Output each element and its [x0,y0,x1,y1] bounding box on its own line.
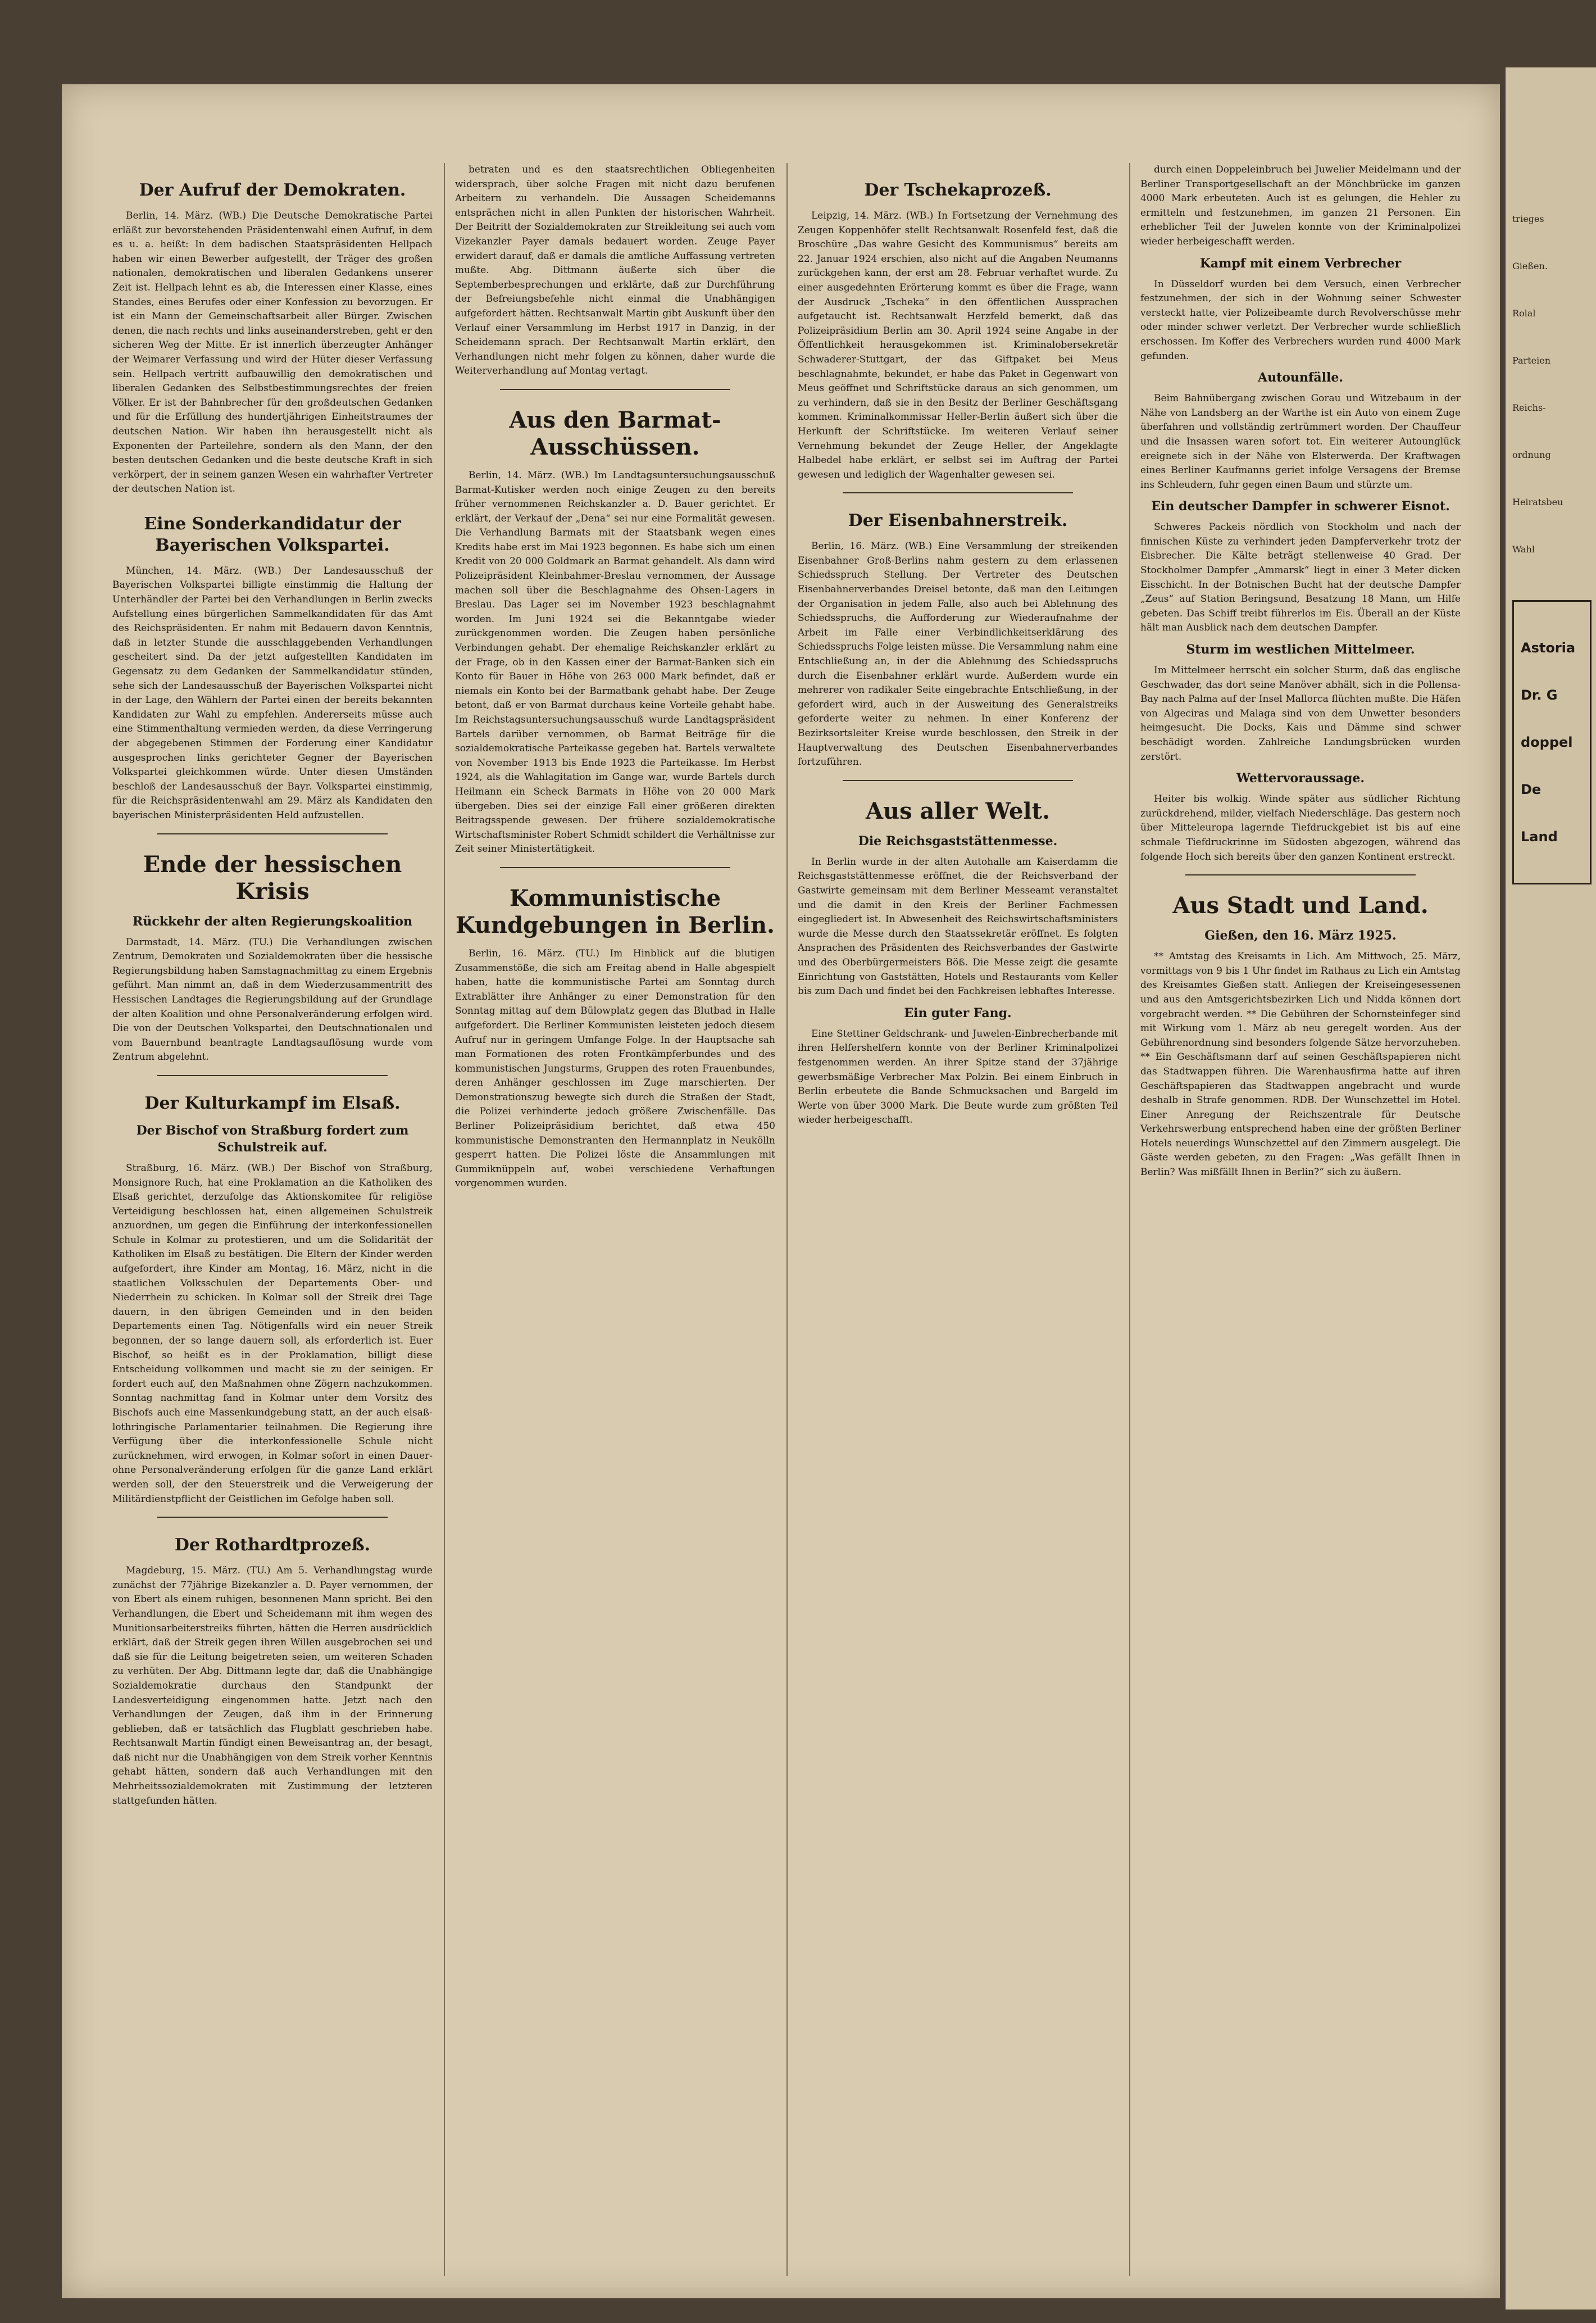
ad-line: doppel [1521,734,1573,750]
divider [1185,874,1416,875]
article-subtitle: Sturm im westlichen Mittelmeer. [1186,642,1415,657]
article-body: Schweres Packeis nördlich von Stockholm und nach der finnischen Küste zu verhindert jeden Dampferverkehr trotz der Eisbrecher. Die Kälte beträgt stellenweise 40 Grad. Der Stockholmer Dampfer „Ammarsk“ liegt in einer 3 Meter dicken Eisschicht. In der Botnischen Bucht hat der deutsche Dampfer „Zeus“ auf Station Beringsund, Besatzung 18 Mann, um Hilfe gebeten. Das Schiff treibt führerlos im Eis. Überall an der Küste hält man Ausblick nach dem deutschen Dampfer. [1140,521,1461,634]
article-body: Berlin, 14. März. (WB.) Die Deutsche Demokratische Partei erläßt zur bevorstehenden Präsidentenwahl einen Aufruf, in dem es u. a. heißt: In dem badischen Staatspräsidenten Hellpach haben wir einen Bewerber aufgestellt, der Träger des großen nationalen, demokratischen und liberalen Gedankens unserer Zeit ist. Hellpach lehnt es ab, die Interessen einer Klasse, eines Standes, eines Berufes oder einer Konfession zu bevorzugen. Er ist ein Mann der Gemeinschaftsarbeit aller Bürger. Zwischen denen, die nach rechts und links auseinanderstreben, geht er den sicheren Weg der Mitte. Er ist innerlich überzeugter Anhänger der Weimarer Verfassung und wird der Hüter dieser Verfassung sein. Hellpach vertritt aufbauwillig den demokratischen und liberalen Gedanken des Selbstbestimmungsrechtes der freien Völker. Er ist der Bahnbrecher für den großdeutschen Gedanken und für die Erfüllung des hundertjährigen Einheitstraumes der deutschen Nation. Wir haben ihn herausgestellt nicht als Exponenten der Parteilehre, sondern als den Mann, der den besten deutschen Gedanken und die beste deutsche Kraft in sich verkörpert, der in seinem ganzen Wesen ein wahrhafter Vertreter der deutschen Nation ist. [112,210,433,495]
article-title: Kommunistische Kundgebungen in Berlin. [456,884,775,938]
column-1 [112,163,433,2276]
article-title: Ende der hessischen Krisis [143,851,402,905]
divider [500,867,730,868]
article-title: Der Aufruf der Demokraten. [139,180,406,200]
article-body: durch einen Doppeleinbruch bei Juwelier Meidelmann und der Berliner Transportgesellschaft an der Mönchbrücke im ganzen 4000 Mark erbeuteten. Auch ist es gelungen, die Hehler zu ermitteln und festzunehmen, im ganzen 21 Personen. Ein erheblicher Teil der Juwelen konnte von der Kriminalpolizei wieder herbeigeschafft werden. [1140,164,1461,247]
article-title: Der Eisenbahnerstreik. [848,511,1068,531]
article-title: Der Tschekaprozeß. [864,180,1052,200]
article-subtitle: Die Reichsgaststättenmesse. [858,833,1058,849]
column-2 [455,163,775,2276]
article-body: betraten und es den staatsrechtlichen Obliegenheiten widersprach, über solche Fragen mit nicht dazu berufenen Arbeitern zu verhandeln. Die Aussagen Scheidemanns entsprächen nicht in allen Punkten der historischen Wahrheit. Der Beitritt der Sozialdemokraten zur Streikleitung sei auch vom Vizekanzler Payer damals bedauert worden. Zeuge Payer erwidert darauf, daß er damals die amtliche Auffassung vertreten mußte. Abg. Dittmann äußerte sich über die Septemberbesprechungen und erklärte, daß zur Durchführung der Befreiungsbefehle nicht einmal die Unabhängigen aufgefordert hätten. Rechtsanwalt Martin gibt Auskunft über den Verlauf einer Versammlung im Herbst 1917 in Danzig, in der Scheidemann sprach. Der Rechtsanwalt Martin erklärt, den Verhandlungen nicht mehr folgen zu können, daher wurde die Weiterverhandlung auf Montag vertagt. [455,164,775,377]
fragment: Gießen. [1512,261,1548,271]
fragment: Wahl [1512,544,1535,555]
ad-line: Astoria [1521,640,1576,656]
article-subtitle: Ein deutscher Dampfer in schwerer Eisnot. [1151,499,1450,514]
next-page-edge [1506,67,1596,2310]
fragment: ordnung [1512,450,1551,460]
article-subtitle: Ein guter Fang. [904,1005,1012,1020]
column-rule [1129,163,1130,2276]
article-body: Heiter bis wolkig. Winde später aus südlicher Richtung zurückdrehend, milder, vielfach Niederschläge. Das gestern noch über Mitteleuropa lagernde Tiefdruckgebiet ist bis auf eine schmale Tiefdruckrinne im Südosten abgezogen, während das folgende Hoch sich bereits über den ganzen Kontinent erstreckt. [1140,793,1461,863]
fragment: Rolal [1512,308,1536,319]
article-title: Der Rothardtprozeß. [174,1535,371,1555]
article-subtitle: Der Bischof von Straßburg fordert zum Schulstreik auf. [136,1123,409,1155]
column-4 [1140,163,1461,2276]
article-body: ** Amtstag des Kreisamts in Lich. Am Mittwoch, 25. März, vormittags von 9 bis 1 Uhr findet im Rathaus zu Lich ein Amtstag des Kreisamtes Gießen statt. Anliegen der Kreiseingesessenen und aus den Amtsgerichtsbezirken Lich und Nidda können dort vorgebracht werden. ** Die Gebühren der Schornsteinfeger sind mit Wirkung vom 1. März ab neu geregelt worden. Aus der Gebührenordnung sind besonders folgende Sätze hervorzuheben. ** Ein Geschäftsmann darf auf seinen Geschäftspapieren nicht das Stadtwappen führen. Die Warenhausfirma hatte auf ihren Geschäftspapieren das Stadtwappen angebracht und wurde deshalb in Strafe genommen. RDB. Der Wunschzettel im Hotel. Einer Anregung der Reichszentrale für Deutsche Verkehrswerbung entsprechend haben eine der größten Berliner Hotels neuerdings Wunschzettel auf den Zimmern ausgelegt. Die Gäste werden gebeten, zu den Fragen: „Was gefällt Ihnen in Berlin? Was mißfällt Ihnen in Berlin?“ sich zu äußern. [1140,951,1461,1178]
article-body: Magdeburg, 15. März. (TU.) Am 5. Verhandlungstag wurde zunächst der 77jährige Bizekanzler a. D. Payer vernommen, der von Ebert als einem ruhigen, besonnenen Mann spricht. Bei den Verhandlungen, die Ebert und Scheidemann mit ihm wegen des Munitionsarbeiterstreiks führten, hätten die Herren ausdrücklich erklärt, daß der Streik gegen ihren Willen ausgebrochen sei und daß sie für die Leitung beigetreten seien, um weiteren Schaden zu verhüten. Der Abg. Dittmann legte dar, daß die Unabhängige Sozialdemokratie durchaus den Standpunkt der Landesverteidigung eingenommen hatte. Jetzt nach den Verhandlungen der Zeugen, daß ihm in der Erinnerung geblieben, daß er tatsächlich das Flugblatt geschrieben habe. Rechtsanwalt Martin fündigt einen Beweisantrag an, der besagt, daß nicht nur die Unabhängigen von dem Streik vorher Kenntnis gehabt hätten, sondern daß auch Verhandlungen mit den Mehrheitssozialdemokraten mit Zustimmung der letzteren stattgefunden hätten. [112,1565,433,1807]
column-3 [798,163,1118,2276]
article-title: Aus den Barmat-Ausschüssen. [509,406,721,460]
fragment: trieges [1512,214,1544,224]
article-body: Leipzig, 14. März. (WB.) In Fortsetzung der Vernehmung des Zeugen Koppenhöfer stellt Rechtsanwalt Rosenfeld fest, daß die Broschüre „Das wahre Gesicht des Kommunismus“ bereits am 22. Januar 1924 erschien, also nicht auf die Angaben Neumanns zurückgehen kann, der erst am 28. Februar verhaftet wurde. Zu einer ausgedehnten Erörterung kommt es über die Frage, wann der Ausdruck „Tscheka“ in den öffentlichen Aussprachen aufgetaucht ist. Rechtsanwalt Herzfeld bemerkt, daß das Polizeipräsidium Berlin am 30. April 1924 seine Angabe in der Öffentlichkeit herausgekommen ist. Kriminalobersekretär Schwaderer-Stuttgart, der das Giftpaket bei Meus beschlagnahmte, bekundet, er habe das Paket in Gegenwart von Meus geöffnet und Schriftstücke daraus an sich genommen, um zu verhindern, daß sie in den Besitz der Berliner Geschäftsgang kommen. Kriminalkommissar Heller-Berlin äußert sich über die Herkunft der Schriftstücke. Im weiteren Verlauf seiner Vernehmung bekundet der Zeuge Heller, der Angeklagte Halbedel habe erklärt, er selbst sei im Auftrag der Partei gewesen und lediglich der Wagenhalter gewesen sei. [798,210,1118,480]
fragment: Reichs- [1512,402,1546,413]
divider [843,780,1073,781]
next-page-fragments [1506,67,1596,916]
divider [157,833,388,834]
column-rule [786,163,788,2276]
column-rule [444,163,445,2276]
article-body: In Düsseldorf wurden bei dem Versuch, einen Verbrecher festzunehmen, der sich in der Wohnung seiner Schwester versteckt hatte, vier Polizeibeamte durch Revolverschüsse mehr oder minder schwer verletzt. Der Verbrecher wurde schließlich erschossen. Im Koffer des Verbrechers wurden rund 4000 Mark gefunden. [1140,278,1461,362]
divider [843,492,1073,493]
article-body: Straßburg, 16. März. (WB.) Der Bischof von Straßburg, Monsignore Ruch, hat eine Proklamation an die Katholiken des Elsaß gerichtet, derzufolge das Aktionskomitee für religiöse Verteidigung beschlossen hat, einen allgemeinen Schulstreik anzuordnen, um gegen die Einführung der interkonfessionellen Schule in Kolmar zu protestieren, und um die Solidarität der Katholiken im Elsaß zu bestätigen. Die Eltern der Kinder werden aufgefordert, ihre Kinder am Montag, 16. März, nicht in die staatlichen Volksschulen der Departements Ober- und Niederrhein zu schicken. In Kolmar soll der Streik drei Tage dauern, in den übrigen Gemeinden und in den beiden Departements einen Tag. Nötigenfalls wird ein neuer Streik begonnen, der so lange dauern soll, als erforderlich ist. Euer Bischof, so heißt es in der Proklamation, billigt diese Entscheidung vollkommen und macht sie zu der seinigen. Er fordert euch auf, den Maßnahmen ohne Zögern nachzukommen. Sonntag nachmittag fand in Kolmar unter dem Vorsitz des Bischofs auch eine Massenkundgebung statt, an der auch elsaß-lothringische Parlamentarier teilnahmen. Die Regierung ihre Verfügung über die interkonfessionelle Schule nicht zurücknehmen, wird erwogen, in Kolmar sofort in einen Dauer- ohne Personalveränderung erfolgen für die ganze Land erklärt werden soll, der den Steuerstreik und die Verweigerung der Militärdienstpflicht der Geistlichen im Gefolge haben soll. [112,1162,433,1505]
article-subtitle: Rückkehr der alten Regierungskoalition [133,914,412,929]
article-body: Beim Bahnübergang zwischen Gorau und Witzebaum in der Nähe von Landsberg an der Warthe ist ein Auto von einem Zuge überfahren und vollständig zertrümmert worden. Der Chauffeur und die Insassen waren sofort tot. Ein weiterer Autounglück ereignete sich in der Nähe von Elsterwerda. Der Kraftwagen eines Berliner Kaufmanns geriet infolge Versagens der Bremse ins Schleudern, fuhr gegen einen Baum und stürzte um. [1140,393,1461,491]
fragment: Heiratsbeu [1512,497,1563,507]
advertisement [1512,600,1592,884]
article-title: Aus Stadt und Land. [1172,892,1429,919]
article-subtitle: Wettervoraussage. [1236,771,1365,786]
ad-line: Land [1521,829,1558,845]
divider [157,1075,388,1076]
divider [500,389,730,390]
article-body: Berlin, 16. März. (TU.) Im Hinblick auf die blutigen Zusammenstöße, die sich am Freitag abend in Halle abgespielt haben, hatte die kommunistische Partei am Sonntag durch Extrablätter ihre Anhänger zu einer Demonstration für den Sonntag mittag auf dem Bülowplatz gegen das Blutbad in Halle aufgefordert. Die Berliner Kommunisten leisteten jedoch diesem Aufruf nur in geringem Umfange Folge. In der Hauptsache sah man Formationen des roten Frontkämpferbundes und des kommunistischen Jungsturms, Gruppen des roten Frauenbundes, deren Anhänger geschlossen im Zuge marschierten. Der Demonstrationszug bewegte sich durch die Straßen der Stadt, die Polizei verhinderte jedoch größere Zwischenfälle. Das Berliner Polizeipräsidium berichtet, daß etwa 450 kommunistische Demonstranten den Hermannplatz in Neukölln gesperrt hatten. Die Polizei löste die Ansammlungen mit Gummiknüppeln auf, wobei verschiedene Verhaftungen vorgenommen wurden. [455,947,775,1190]
article-subtitle: Kampf mit einem Verbrecher [1199,256,1402,271]
article-body: Im Mittelmeer herrscht ein solcher Sturm, daß das englische Geschwader, das dort seine Manöver abhält, sich in die Pollensa-Bay nach Palma auf der Insel Mallorca flüchten mußte. Die Häfen von Algeciras und Malaga sind von dem Unwetter besonders heimgesucht. Die Docks, Kais und Dämme sind schwer beschädigt worden. Zahlreiche Landungsbrücken wurden zerstört. [1140,665,1461,763]
article-dateline: Gießen, den 16. März 1925. [1204,928,1397,943]
fragment: Parteien [1512,355,1551,366]
article-title: Aus aller Welt. [865,797,1051,824]
article-body: München, 14. März. (WB.) Der Landesausschuß der Bayerischen Volkspartei billigte einstimmig die Haltung der Unterhändler der Partei bei den Verhandlungen in Berlin zwecks Aufstellung eines bürgerlichen Sammelkandidaten für das Amt des Reichspräsidenten. Er nahm mit Bedauern davon Kenntnis, daß in letzter Stunde die ausschlaggebenden Verhandlungen gescheitert sind. Da der jetzt aufgestellten Kandidaten im Gegensatz zu dem Gedanken der Sammelkandidatur stünden, sehe sich der Landesausschuß der Bayerischen Volkspartei nicht in der Lage, den Wählern der Partei einen der bereits bekannten Kandidaten zur Wahl zu empfehlen. Andererseits müsse auch eine Stimmenthaltung vermieden werden, da diese Verringerung der abgegebenen Stimmen der Forderung einer Kandidatur ausgesprochen links gerichteter Gegner der Bayerischen Volkspartei gleichkommen würde. Unter diesen Umständen beschloß der Landesausschuß der Bayr. Volkspartei einstimmig, für die Reichspräsidentenwahl am 29. März als Kandidaten den bayerischen Ministerpräsidenten Held aufzustellen. [112,565,433,821]
ad-line: De [1521,782,1542,797]
article-body: In Berlin wurde in der alten Autohalle am Kaiserdamm die Reichsgaststättenmesse eröffnet, die der Reichsverband der Gastwirte gemeinsam mit dem Berliner Messeamt veranstaltet und die damit in den Kreis der Berliner Fachmessen eingegliedert ist. In Abwesenheit des Reichswirtschaftsministers wurde die Messe durch den Staatssekretär eröffnet. Es folgten Ansprachen des Präsidenten des Reichsverbandes der Gastwirte und des Oberbürgermeisters Böß. Die Messe zeigt die gesamte Einrichtung von Gaststätten, Hotels und Restaurants vom Keller bis zum Dach und findet bei den Fachkreisen lebhaftes Interesse. [798,856,1118,997]
article-subtitle: Autounfälle. [1258,370,1343,385]
article-title: Der Kulturkampf im Elsaß. [144,1093,401,1113]
ad-line: Dr. G [1521,687,1558,703]
newspaper-page [62,84,1500,2298]
article-title: Eine Sonderkandidatur der Bayerischen Volkspartei. [144,514,401,555]
article-body: Berlin, 16. März. (WB.) Eine Versammlung der streikenden Eisenbahner Groß-Berlins nahm gestern zu dem erlassenen Schiedsspruch Stellung. Der Vertreter des Deutschen Eisenbahnerverbandes Dreisel betonte, daß man den Leitungen der Organisation in jedem Falle, also auch bei Ablehnung des Schiedsspruchs, die Aufforderung zur Wiederaufnahme der Arbeit im Falle einer Verbindlichkeitserklärung des Schiedsspruchs Folge leisten müsse. Die Versammlung nahm eine Entschließung an, in der die Ablehnung des Schiedsspruchs durch die Eisenbahner erklärt wurde. Außerdem wurde ein mehrerer von radikaler Seite eingebrachte Entschließung, in der gefordert wird, auch in der Ausweitung des Generalstreiks geforderte weiter zu nehmen. In einer Konferenz der Bezirksortsleiter Kreise wurde beschlossen, den Streik in der Hauptverwaltung des Deutschen Eisenbahnerverbandes fortzuführen. [798,541,1118,768]
article-body: Eine Stettiner Geldschrank- und Juwelen-Einbrecherbande mit ihren Helfershelfern konnte von der Berliner Kriminalpolizei festgenommen werden. An ihrer Spitze stand der 37jährige gewerbsmäßige Verbrecher Max Polzin. Bei einem Einbruch in Berlin erbeutete die Bande Schmucksachen und Bargeld im Werte von über 3000 Mark. Die Beute wurde zum größten Teil wieder herbeigeschafft. [798,1028,1118,1126]
article-body: Berlin, 14. März. (WB.) Im Landtagsuntersuchungsausschuß Barmat-Kutisker werden noch einige Zeugen zu den bereits früher vernommenen Reichskanzler a. D. Bauer gerichtet. Er erklärt, der Verkauf der „Dena“ sei nur eine Formalität gewesen. Die Verhandlung Barmats mit der Staatsbank wegen eines Kredits habe erst im Mai 1923 begonnen. Es habe sich um einen Kredit von 20 000 Goldmark an Barmat gehandelt. Als dann wird Polizeipräsident Kleinbahmer-Breslau vernommen, der Aussage machen soll über die Beschlagnahme des Ohsen-Lagers in Breslau. Das Lager sei im November 1923 beschlagnahmt worden. Im Juni 1924 sei die Bekanntgabe wieder zurückgenommen worden. Die Zeugen haben persönliche Verbindungen gehabt. Der ehemalige Reichskanzler erklärt zu der Frage, ob in den Kassen einer der Barmat-Banken sich ein Konto für Bauer in Höhe von 263 000 Mark befindet, daß er niemals ein Konto bei der Barmatbank gehabt habe. Der Zeuge betont, daß er von Barmat durchaus keine Vorteile gehabt habe. Im Reichstagsuntersuchungsausschuß wurde Landtagspräsident Bartels darüber vernommen, ob Barmat Beiträge für die sozialdemokratische Parteikasse gegeben hat. Bartels verwaltete von November 1913 bis Ende 1923 die Parteikasse. Im Herbst 1924, als die Wahlagitation im Gange war, wurde Bartels durch Heilmann ein Scheck Barmats in Höhe von 20 000 Mark übergeben. Dies sei der einzige Fall einer größeren direkten Beitragsspende gewesen. Der frühere sozialdemokratische Wirtschaftsminister Robert Schmidt schildert die Verhältnisse zur Zeit seiner Ministertätigkeit. [455,469,775,855]
divider [157,1517,388,1518]
article-body: Darmstadt, 14. März. (TU.) Die Verhandlungen zwischen Zentrum, Demokraten und Sozialdemokraten über die hessische Regierungsbildung haben Samstagnachmittag zu einem Ergebnis geführt. Man nimmt an, daß in dem Wiederzusammentritt des Hessischen Landtages die Regierungsbildung auf der Grundlage der alten Koalition und ohne Personalveränderung erfolgen wird. Die von der Deutschen Volkspartei, den Deutschnationalen und vom Bauernbund beantragte Landtagsauflösung wurde vom Zentrum abgelehnt. [112,936,433,1063]
